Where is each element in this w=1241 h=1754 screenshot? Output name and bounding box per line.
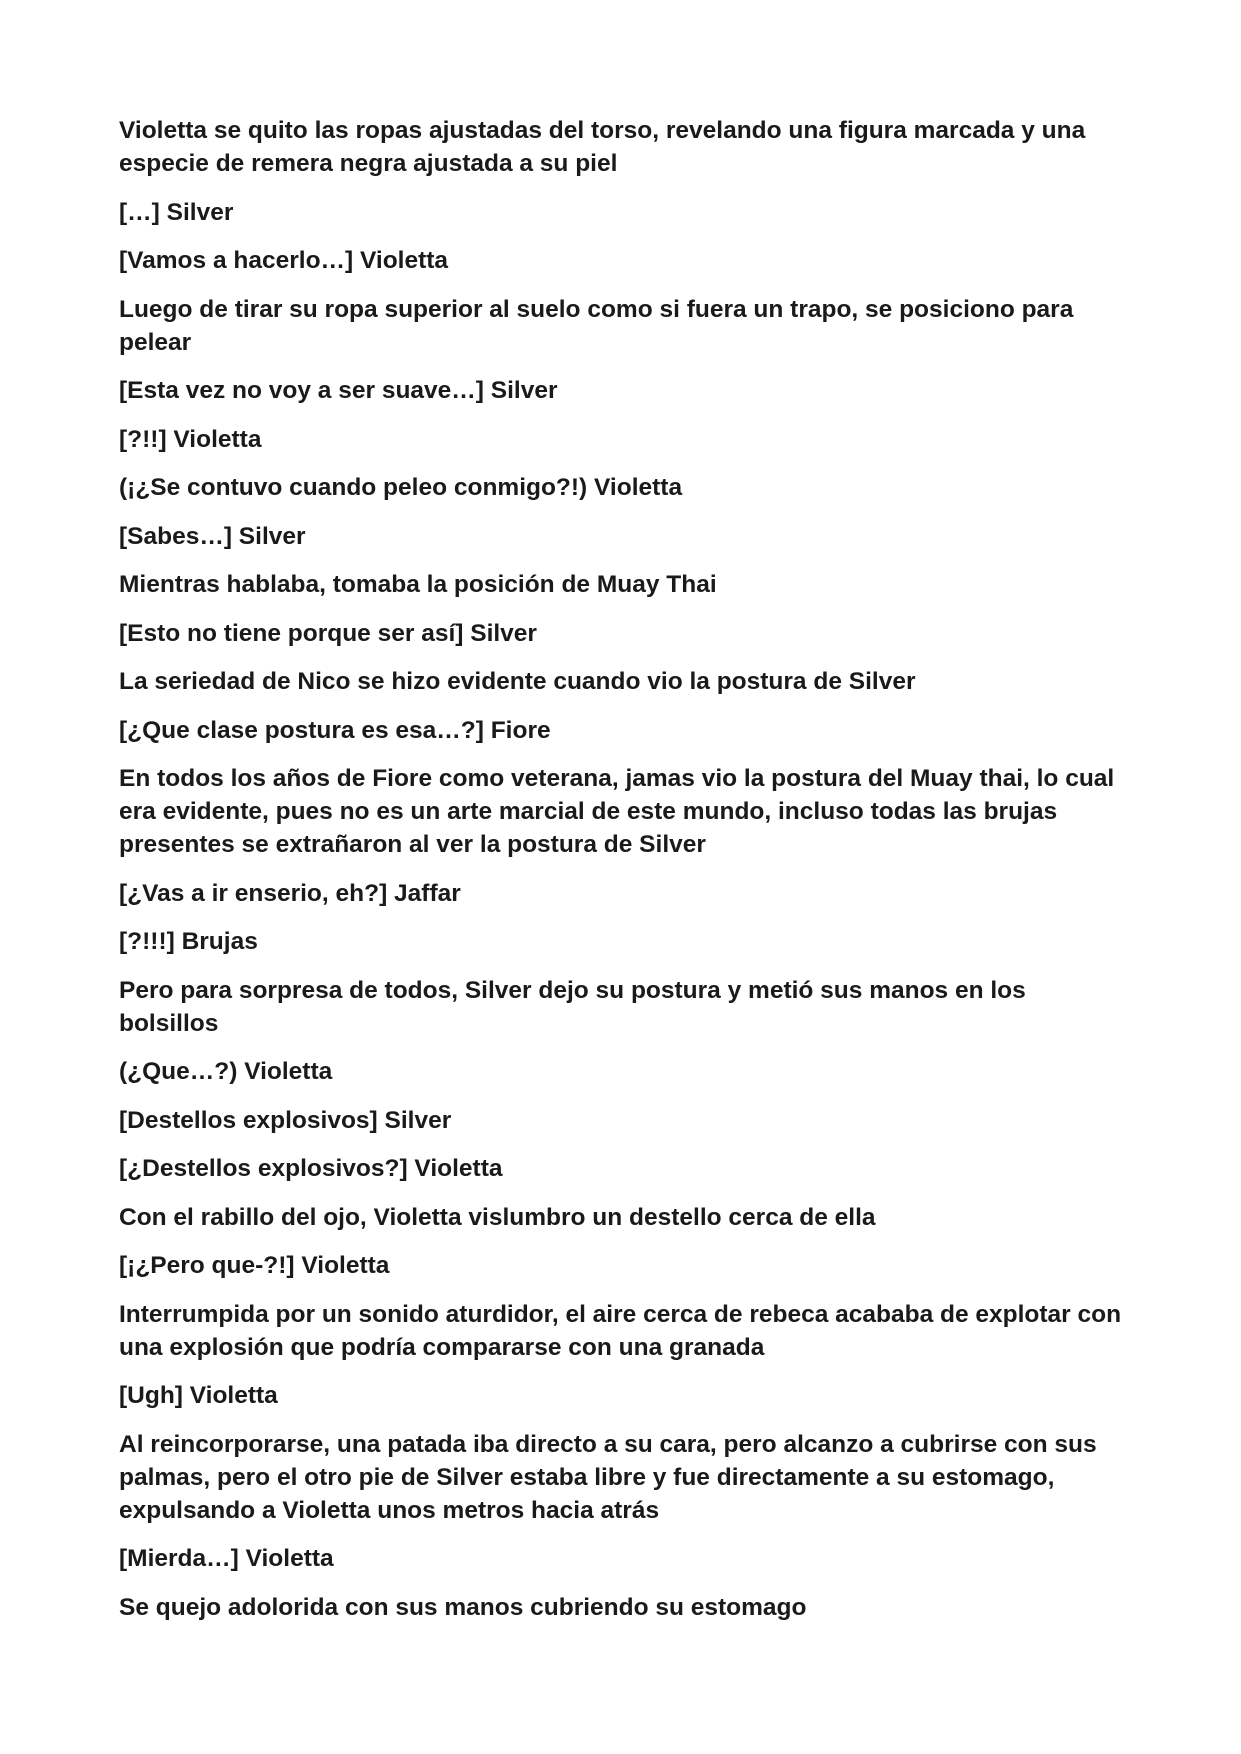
dialogue-line: […] Silver: [119, 198, 234, 226]
paragraph: Con el rabillo del ojo, Violetta vislumbro un destello cerca de ella: [119, 1203, 876, 1231]
paragraph: Al reincorporarse, una patada iba directo a su cara, pero alcanzo a cubrirse con sus palmas, pero el otro pie de Silver estaba libre y fue directamente a su estomago, expulsando a Violetta unos metros hacia atrás: [119, 1430, 1097, 1524]
thought-line: (¿Que…?) Violetta: [119, 1058, 333, 1085]
dialogue-line: [Esto no tiene porque ser así] Silver: [119, 619, 537, 647]
dialogue-line: [?!!] Violetta: [119, 425, 262, 453]
paragraph: Se quejo adolorida con sus manos cubriendo su estomago: [119, 1593, 807, 1621]
dialogue-line: [?!!!] Brujas: [119, 928, 258, 955]
paragraph: Pero para sorpresa de todos, Silver dejo su postura y metió sus manos en los bolsillos: [119, 976, 1026, 1037]
dialogue-line: [Mierda…] Violetta: [119, 1545, 334, 1572]
paragraph: Violetta se quito las ropas ajustadas del torso, revelando una figura marcada y una especie de remera negra ajustada a su piel: [119, 117, 1086, 177]
paragraph: Luego de tirar su ropa superior al suelo como si fuera un trapo, se posiciono para pelear: [119, 295, 1074, 356]
paragraph: Interrumpida por un sonido aturdidor, el aire cerca de rebeca acababa de explotar con una explosión que podría compararse con una granada: [119, 1300, 1122, 1361]
dialogue-line: [¿Vas a ir enserio, eh?] Jaffar: [119, 879, 461, 907]
dialogue-line: [Sabes…] Silver: [119, 522, 306, 550]
dialogue-line: [Destellos explosivos] Silver: [119, 1106, 452, 1134]
paragraph: La seriedad de Nico se hizo evidente cuando vio la postura de Silver: [119, 668, 916, 695]
dialogue-line: [Vamos a hacerlo…] Violetta: [119, 247, 449, 274]
thought-line: (¡¿Se contuvo cuando peleo conmigo?!) Violetta: [119, 474, 683, 501]
paragraph: En todos los años de Fiore como veterana, jamas vio la postura del Muay thai, lo cual era evidente, pues no es un arte marcial de este mundo, incluso todas las brujas presentes se extrañaron al ver la postura de Silver: [119, 765, 1115, 858]
dialogue-line: [¡¿Pero que-?!] Violetta: [119, 1252, 390, 1279]
dialogue-line: [¿Destellos explosivos?] Violetta: [119, 1155, 503, 1182]
paragraph: Mientras hablaba, tomaba la posición de Muay Thai: [119, 571, 717, 598]
dialogue-line: [Ugh] Violetta: [119, 1382, 278, 1409]
dialogue-line: [¿Que clase postura es esa…?] Fiore: [119, 716, 551, 744]
dialogue-line: [Esta vez no voy a ser suave…] Silver: [119, 377, 558, 404]
